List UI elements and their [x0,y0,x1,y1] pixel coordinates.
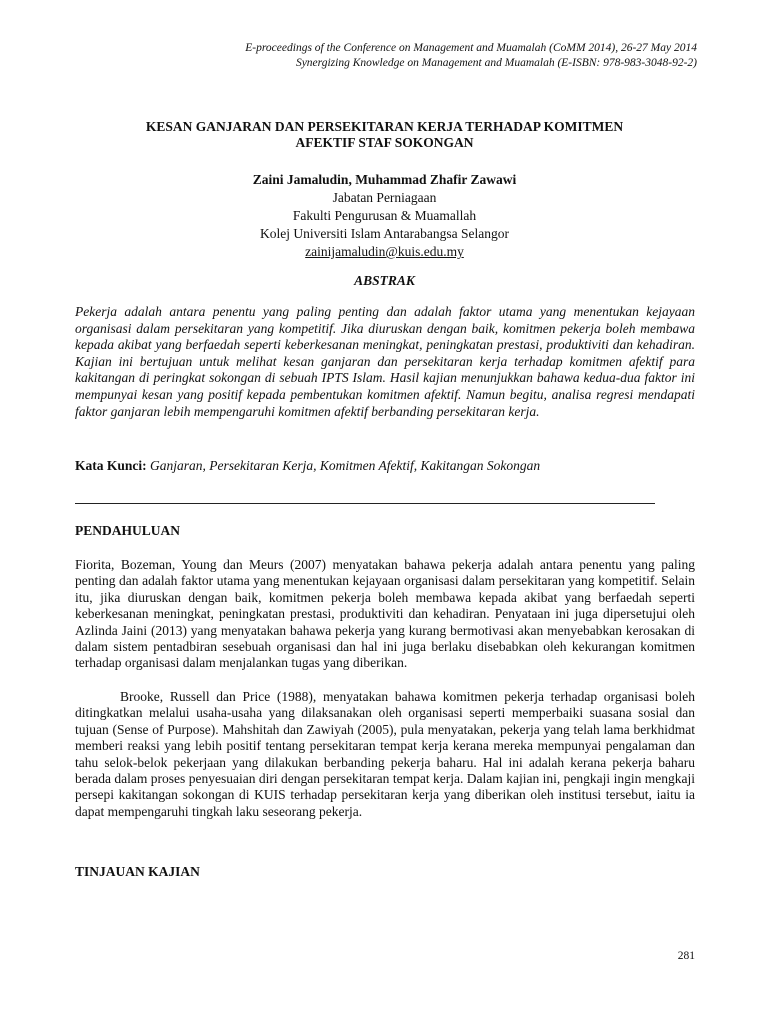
author-faculty: Fakulti Pengurusan & Muamallah [292,208,477,223]
abstract-text: Pekerja adalah antara penentu yang paling penting dan adalah faktor utama yang menentukan kejayaan organisasi dalam persekitaran yang kompetitif. Jika diuruskan dengan baik, komitmen pekerja boleh membawa kepada akibat yang berfaedah seperti keberkesanan meningkat, peningkatan prestasi, produktiviti dan kehadiran. Kajian ini bertujuan untuk melihat kesan ganjaran dan persekitaran kerja terhadap komitmen afektif para kakitangan di peringkat sokongan di sebuah IPTS Islam. Hasil kajian menunjukkan bahawa kedua-dua faktor ini mempunyai kesan yang positif kepada pembentukan komitmen afektif. Namun begitu, analisa regresi mendapati faktor ganjaran lebih mempengaruhi komitmen afektif berbanding persekitaran kerja. [75,304,695,419]
title-line-1: KESAN GANJARAN DAN PERSEKITARAN KERJA TERHADAP KOMITMEN [145,119,624,134]
title-line-2: AFEKTIF STAF SOKONGAN [295,135,474,150]
keywords [75,457,695,474]
section-heading-tinjauan-kajian: TINJAUAN KAJIAN [75,864,200,879]
author-email-link[interactable]: zainijamaludin@kuis.edu.my [305,244,464,259]
proceedings-header [60,41,697,71]
author-institution: Kolej Universiti Islam Antarabangsa Selangor [260,226,509,241]
abstract-heading: ABSTRAK [354,273,415,288]
header-line-2: Synergizing Knowledge on Management and Muamalah (E-ISBN: 978-983-3048-92-2) [295,57,697,69]
author-block [75,171,694,261]
section-heading-pendahuluan: PENDAHULUAN [75,523,181,538]
intro-paragraph-2: Brooke, Russell dan Price (1988), menyatakan bahawa komitmen pekerja terhadap organisasi boleh ditingkatkan melalui usaha-usaha yang dilaksanakan oleh organisasi seperti memperbaiki suasana sosial dan tujuan (Sense of Purpose). Mahshitah dan Zawiyah (2005), pula menyatakan, pekerja yang telah lama berkhidmat memberi reaksi yang lebih positif tentang persekitaran tempat kerja kerana mereka mempunyai pengalaman dan tahu selok-belok pekerjaan yang dilakukan berbanding pekerja baharu. Hal ini adalah kerana pekerja baharu berada dalam proses penyesuaian diri dengan persekitaran tempat kerja. Dalam kajian ini, pengkaji ingin mengkaji persepi kakitangan sokongan di KUIS terhadap persekitaran kerja yang diberikan oleh institusi tersebut, iaitu ia dapat mempengaruhi tingkah laku seseorang pekerja. [75,689,695,819]
author-names: Zaini Jamaludin, Muhammad Zhafir Zawawi [252,172,517,187]
section-divider [75,503,655,504]
keywords-label: Kata Kunci: [75,458,147,473]
paper-title [75,119,694,151]
keywords-text: Ganjaran, Persekitaran Kerja, Komitmen Afektif, Kakitangan Sokongan [150,458,541,473]
page-number: 281 [677,950,695,962]
author-department: Jabatan Perniagaan [332,190,437,205]
intro-paragraph-1: Fiorita, Bozeman, Young dan Meurs (2007) menyatakan bahawa pekerja adalah antara penentu yang paling penting dan adalah faktor utama yang menentukan kejayaan organisasi dalam persekitaran yang kompetitif. Selain itu, jika diuruskan dengan baik, komitmen pekerja boleh membawa kepada akibat yang berfaedah seperti keberkesanan meningkat, peningkatan prestasi, produktiviti dan kehadiran. Penyataan ini juga dipersetujui oleh Azlinda Jaini (2013) yang menyatakan bahawa pekerja yang kurang bermotivasi akan menyebabkan kerosakan di dalam sistem pentadbiran sesebuah organisasi dan hal ini juga berlaku disebabkan oleh kekurangan komitmen terhadap organisasi dalam menjalankan tugas yang diberikan. [75,557,695,671]
header-line-1: E-proceedings of the Conference on Management and Muamalah (CoMM 2014), 26-27 May 2014 [245,42,697,54]
